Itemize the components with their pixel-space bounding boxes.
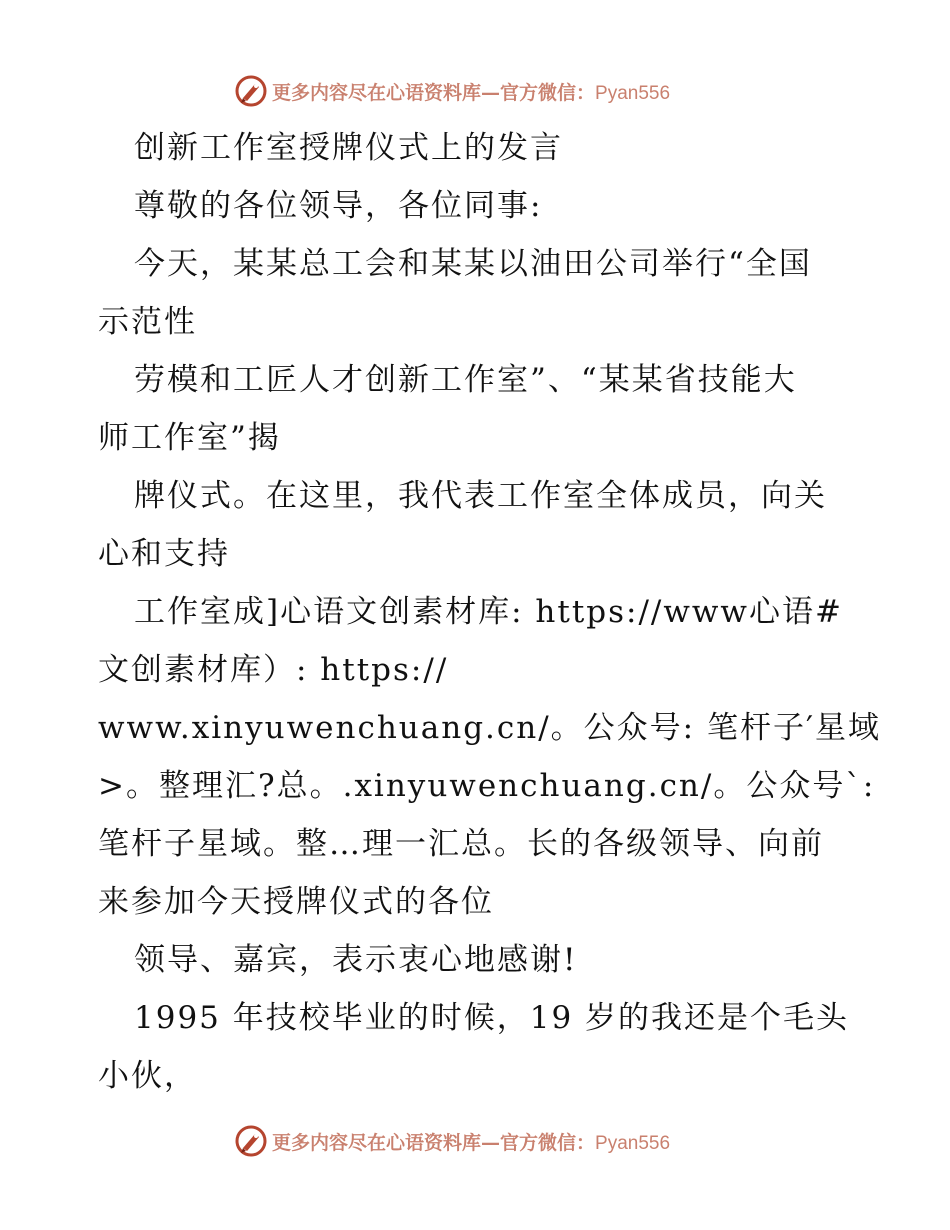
pen-nib-logo-icon [234, 74, 268, 108]
paragraph-line: 劳模和工匠人才创新工作室”、“某某省技能大 [134, 362, 797, 398]
paragraph-line: 心和支持 [98, 536, 230, 572]
watermark-text [272, 1128, 670, 1155]
paragraph-line: 笔杆子星域。整…理一汇总。长的各级领导、向前 [98, 826, 824, 862]
salutation: 尊敬的各位领导，各位同事: [134, 188, 543, 224]
watermark-text-cn: 更多内容尽在心语资料库—官方微信： [272, 81, 596, 104]
header-watermark-banner [0, 70, 950, 110]
paragraph-line: www.xinyuwenchuang.cn/。公众号: 笔杆子′星域 [98, 710, 882, 746]
document-title: 创新工作室授牌仪式上的发言 [134, 130, 563, 166]
footer-watermark [234, 1124, 670, 1158]
paragraph-line: 文创素材库）: https:// [98, 652, 449, 688]
paragraph-line: 今天，某某总工会和某某以油田公司举行“全国 [134, 246, 812, 282]
pen-nib-logo-icon [234, 1124, 268, 1158]
paragraph-line: 工作室成]心语文创素材库: https://www心语# [134, 594, 843, 630]
paragraph-line: 示范性 [98, 304, 197, 340]
paragraph-line: 来参加今天授牌仪式的各位 [98, 884, 494, 920]
paragraph-line: 1995 年技校毕业的时候，19 岁的我还是个毛头 [134, 1000, 850, 1036]
header-watermark [234, 74, 670, 108]
paragraph-line: >。整理汇?总。.xinyuwenchuang.cn/。公众号ˋ: [98, 768, 876, 804]
watermark-text-cn: 更多内容尽在心语资料库—官方微信： [272, 1131, 596, 1154]
watermark-wechat-id: Pyan556 [595, 82, 671, 104]
paragraph-line: 领导、嘉宾，表示衷心地感谢! [134, 942, 578, 978]
watermark-wechat-id: Pyan556 [595, 1132, 671, 1154]
footer-watermark-banner [0, 1120, 950, 1160]
paragraph-line: 牌仪式。在这里，我代表工作室全体成员，向关 [134, 478, 827, 514]
watermark-text [272, 78, 670, 105]
paragraph-line: 师工作室”揭 [98, 420, 281, 456]
paragraph-line: 小伙， [98, 1058, 197, 1094]
